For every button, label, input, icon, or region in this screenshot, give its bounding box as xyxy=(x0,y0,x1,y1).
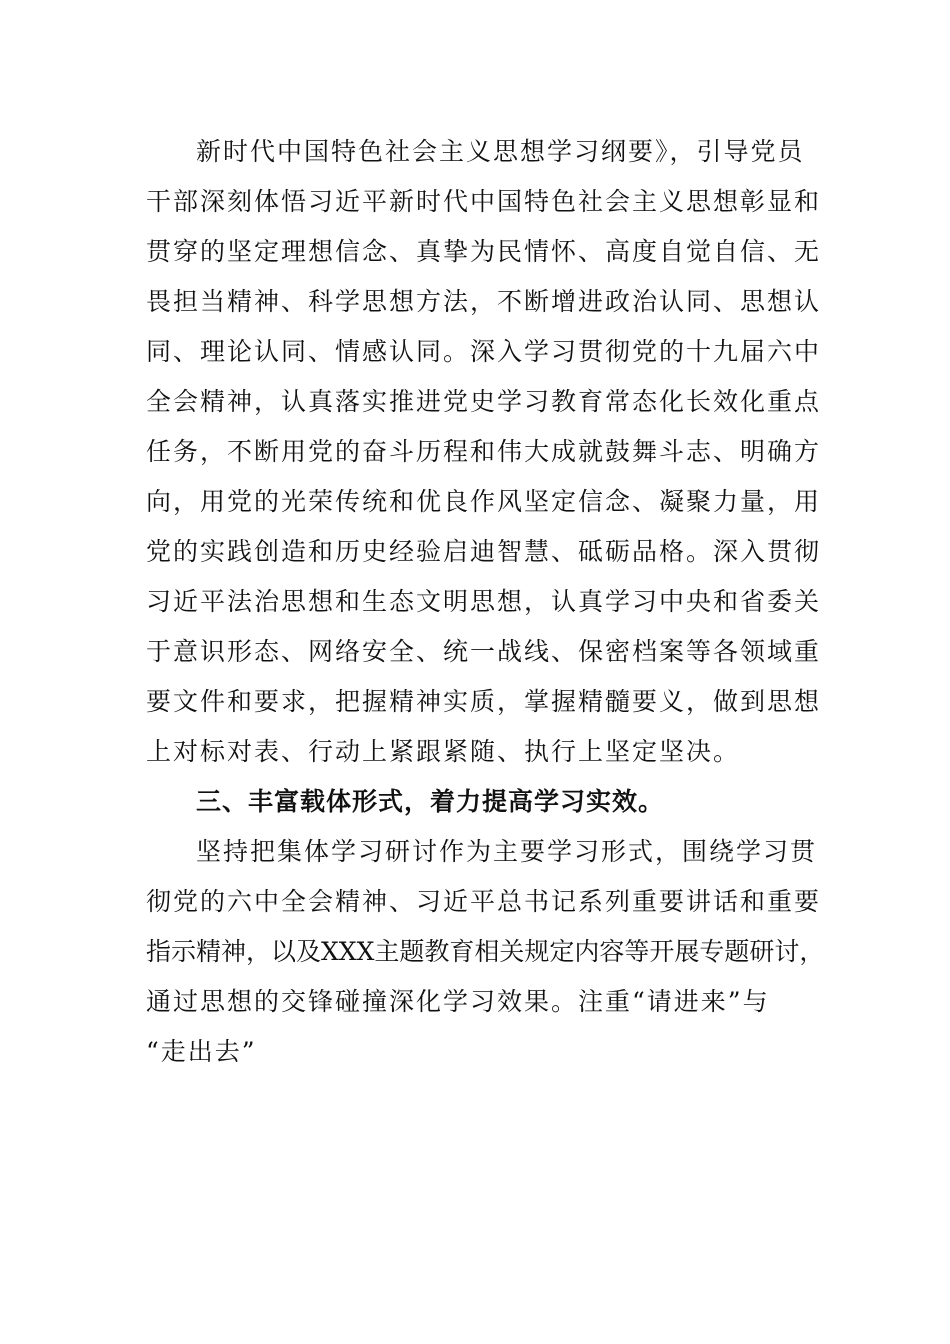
paragraph1-line-9: 党的实践创造和历史经验启迪智慧、砥砺品格。深入贯彻 xyxy=(146,537,822,566)
paragraph1-line-6: 全会精神，认真落实推进党史学习教育常态化长效化重点 xyxy=(146,387,822,416)
paragraph2-line-1: 坚持把集体学习研讨作为主要学习形式，围绕学习贯 xyxy=(196,837,818,866)
paragraph2-line-5: “走出去” xyxy=(146,1037,257,1066)
paragraph2-line-2: 彻党的六中全会精神、习近平总书记系列重要讲话和重要 xyxy=(146,887,822,916)
paragraph1-line-7: 任务，不断用党的奋斗历程和伟大成就鼓舞斗志、明确方 xyxy=(146,437,822,466)
section-heading: 三、丰富载体形式，着力提高学习实效。 xyxy=(196,787,665,816)
paragraph1-line-4: 畏担当精神、科学思想方法，不断增进政治认同、思想认 xyxy=(146,287,822,316)
paragraph1-line-12: 要文件和要求，把握精神实质，掌握精髓要义，做到思想 xyxy=(146,687,822,716)
paragraph1-line-2: 干部深刻体悟习近平新时代中国特色社会主义思想彰显和 xyxy=(146,187,822,216)
paragraph2-line-3: 指示精神，以及XXX主题教育相关规定内容等开展专题研讨， xyxy=(146,937,825,966)
paragraph1-line-5: 同、理论认同、情感认同。深入学习贯彻党的十九届六中 xyxy=(146,337,822,366)
paragraph1-line-1: 新时代中国特色社会主义思想学习纲要》，引导党员 xyxy=(196,137,805,166)
paragraph1-line-10: 习近平法治思想和生态文明思想，认真学习中央和省委关 xyxy=(146,587,822,616)
paragraph1-line-8: 向，用党的光荣传统和优良作风坚定信念、凝聚力量，用 xyxy=(146,487,822,516)
paragraph1-line-13: 上对标对表、行动上紧跟紧随、执行上坚定坚决。 xyxy=(146,737,741,766)
paragraph1-line-3: 贯穿的坚定理想信念、真挚为民情怀、高度自觉自信、无 xyxy=(146,237,822,266)
paragraph1-line-11: 于意识形态、网络安全、统一战线、保密档案等各领域重 xyxy=(146,637,822,666)
paragraph2-line-4: 通过思想的交锋碰撞深化学习效果。注重“请进来”与 xyxy=(146,987,770,1016)
